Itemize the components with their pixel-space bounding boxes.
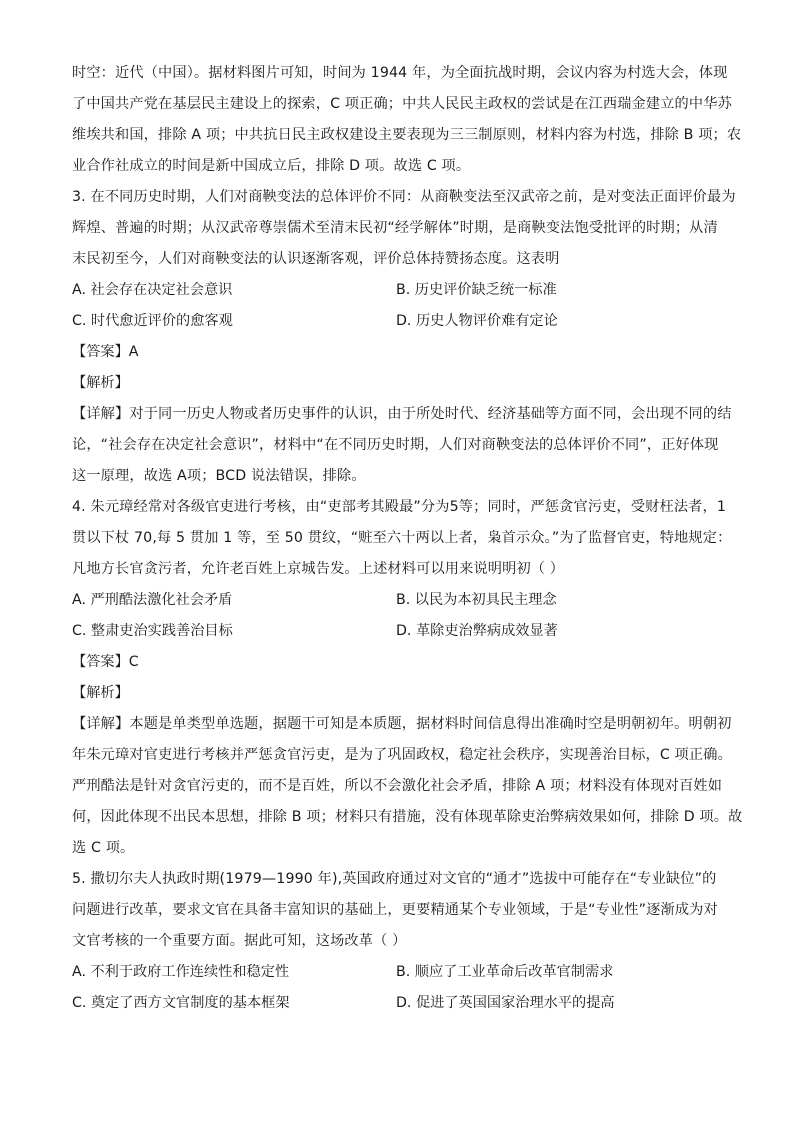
question-stem: 辉煌、普遍的时期；从汉武帝尊崇儒术至清末民初“经学解体”时期，是商鞅变法饱受批评的时期；从清 — [72, 220, 718, 236]
answer-label: 【答案】C — [72, 654, 139, 670]
option-c: C. 奠定了西方文官制度的基本框架 — [72, 995, 290, 1011]
question-stem: 3. 在不同历史时期，人们对商鞅变法的总体评价不同：从商鞅变法至汉武帝之前，是对变法正面评价最为 — [72, 189, 736, 205]
analysis-label: 【解析】 — [72, 375, 129, 391]
detail-line: 严刑酷法是针对贪官污吏的，而不是百姓，所以不会激化社会矛盾，排除 A 项；材料没有体现对百姓如 — [72, 778, 723, 794]
detail-line: 选 C 项。 — [72, 840, 135, 856]
detail-line: 年朱元璋对官吏进行考核并严惩贪官污吏，是为了巩固政权，稳定社会秩序，实现善治目标，C 项正确。 — [72, 747, 732, 763]
options-row — [72, 957, 732, 988]
options-row — [72, 275, 732, 306]
option-d: D. 促进了英国国家治理水平的提高 — [396, 995, 615, 1011]
options-row — [72, 585, 732, 616]
options-row — [72, 616, 732, 647]
option-a: A. 社会存在决定社会意识 — [72, 282, 233, 298]
text-line: 了中国共产党在基层民主建设上的探索，C 项正确；中共人民民主政权的尝试是在江西瑞金建立的中华苏 — [72, 96, 732, 112]
answer-label: 【答案】A — [72, 344, 139, 360]
question-stem: 凡地方长官贪污者，允许老百姓上京城告发。上述材料可以用来说明明初（ ） — [72, 561, 565, 577]
question-stem: 5. 撒切尔夫人执政时期(1979—1990 年),英国政府通过对文官的“通才”选拔中可能存在“专业缺位”的 — [72, 871, 717, 887]
question-stem: 末民初至今，人们对商鞅变法的认识逐渐客观，评价总体持赞扬态度。这表明 — [72, 251, 560, 267]
option-b: B. 顺应了工业革命后改革官制需求 — [396, 964, 614, 980]
question-3 — [72, 182, 736, 492]
option-c: C. 时代愈近评价的愈客观 — [72, 313, 233, 329]
question-stem: 4. 朱元璋经常对各级官吏进行考核，由“吏部考其殿最”分为5等；同时，严惩贪官污吏，受财枉法者，1 — [72, 499, 727, 515]
text-line: 维埃共和国，排除 A 项；中共抗日民主政权建设主要表现为三三制原则，材料内容为村选，排除 B 项；农 — [72, 127, 742, 143]
analysis-label: 【解析】 — [72, 685, 129, 701]
options-row — [72, 306, 732, 337]
q2-explanation — [72, 58, 742, 182]
question-stem: 文官考核的一个重要方面。据此可知，这场改革（ ） — [72, 933, 407, 949]
option-b: B. 历史评价缺乏统一标准 — [396, 282, 557, 298]
question-stem: 贯以下杖 70,每 5 贯加 1 等，至 50 贯纹，“赃至六十两以上者，枭首示众。”为了监督官吏，特地规定： — [72, 530, 732, 546]
option-d: D. 革除吏治弊病成效显著 — [396, 623, 558, 639]
detail-line: 【详解】对于同一历史人物或者历史事件的认识，由于所处时代、经济基础等方面不同，会出现不同的结 — [72, 406, 732, 422]
text-line: 业合作社成立的时间是新中国成立后，排除 D 项。故选 C 项。 — [72, 158, 471, 174]
option-c: C. 整肃吏治实践善治目标 — [72, 623, 233, 639]
detail-line: 这一原理，故选 A项；BCD 说法错误，排除。 — [72, 468, 366, 484]
question-4 — [72, 492, 743, 864]
option-a: A. 严刑酷法激化社会矛盾 — [72, 592, 233, 608]
detail-line: 何，因此体现不出民本思想，排除 B 项；材料只有措施，没有体现革除吏治弊病效果如何，排除 D 项。故 — [72, 809, 743, 825]
detail-line: 【详解】本题是单类型单选题，据题干可知是本质题，据材料时间信息得出准确时空是明朝初年。明朝初 — [72, 716, 732, 732]
option-b: B. 以民为本初具民主理念 — [396, 592, 557, 608]
options-row — [72, 988, 732, 1019]
question-5 — [72, 864, 732, 1019]
option-a: A. 不利于政府工作连续性和稳定性 — [72, 964, 290, 980]
detail-line: 论，“社会存在决定社会意识”，材料中“在不同历史时期，人们对商鞅变法的总体评价不同”，正好体现 — [72, 437, 719, 453]
text-line: 时空：近代（中国）。据材料图片可知，时间为 1944 年，为全面抗战时期，会议内容为村选大会，体现 — [72, 65, 728, 81]
document-page — [72, 58, 743, 1019]
question-stem: 问题进行改革，要求文官在具备丰富知识的基础上，更要精通某个专业领域，于是“专业性”逐渐成为对 — [72, 902, 718, 918]
option-d: D. 历史人物评价难有定论 — [396, 313, 558, 329]
